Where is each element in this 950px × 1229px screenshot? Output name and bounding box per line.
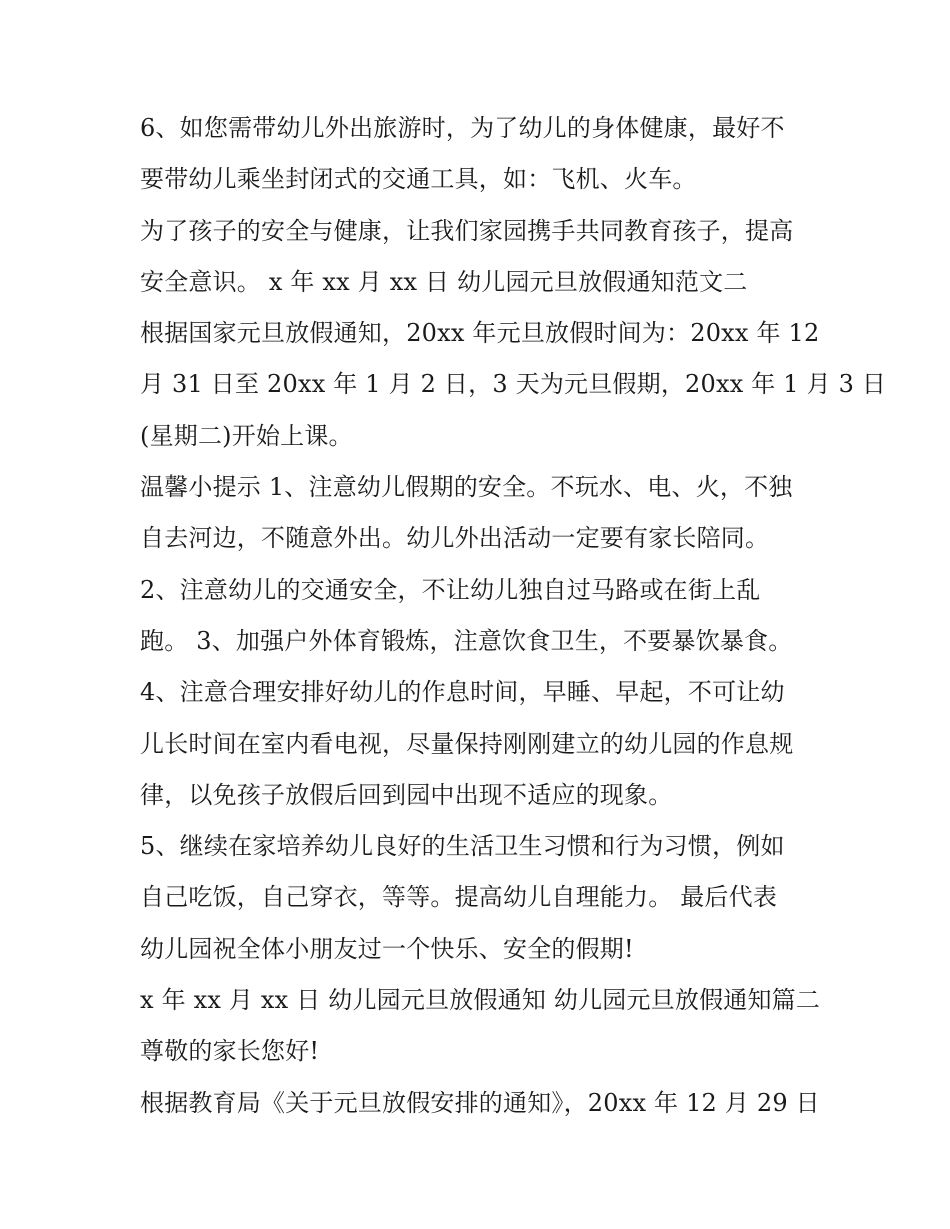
text-line: 儿长时间在室内看电视，尽量保持刚刚建立的幼儿园的作息规	[140, 729, 794, 758]
text-line: 律，以免孩子放假后回到园中出现不适应的现象。	[140, 780, 673, 809]
text-line: 尊敬的家长您好!	[140, 1037, 320, 1066]
text-line: 跑。 3、加强户外体育锻炼，注意饮食卫生，不要暴饮暴食。	[140, 626, 793, 655]
text-line: x 年 xx 月 xx 日 幼儿园元旦放假通知 幼儿园元旦放假通知篇二	[140, 986, 821, 1015]
text-line: 根据国家元旦放假通知，20xx 年元旦放假时间为：20xx 年 12	[140, 319, 820, 348]
text-line: 安全意识。 x 年 xx 月 xx 日 幼儿园元旦放假通知范文二	[140, 267, 748, 296]
text-line: 温馨小提示 1、注意幼儿假期的安全。不玩水、电、火，不独	[140, 473, 793, 502]
text-line: 6、如您需带幼儿外出旅游时，为了幼儿的身体健康，最好不	[140, 114, 785, 142]
text-line: 4、注意合理安排好幼儿的作息时间，早睡、早起，不可让幼	[140, 678, 785, 707]
text-line: (星期二)开始上课。	[140, 421, 353, 450]
text-line: 5、继续在家培养幼儿良好的生活卫生习惯和行为习惯，例如	[140, 832, 785, 861]
text-line: 幼儿园祝全体小朋友过一个快乐、安全的假期!	[140, 934, 634, 963]
text-line: 月 31 日至 20xx 年 1 月 2 日，3 天为元旦假期，20xx 年 1 月 3 日	[140, 370, 887, 399]
text-line: 自己吃饭，自己穿衣，等等。提高幼儿自理能力。 最后代表	[140, 883, 778, 912]
text-line: 2、注意幼儿的交通安全，不让幼儿独自过马路或在街上乱	[140, 575, 761, 604]
text-line: 自去河边，不随意外出。幼儿外出活动一定要有家长陪同。	[140, 524, 770, 553]
text-line: 要带幼儿乘坐封闭式的交通工具，如：飞机、火车。	[140, 165, 697, 194]
text-line: 为了孩子的安全与健康，让我们家园携手共同教育孩子，提高	[140, 216, 794, 245]
text-line: 根据教育局《关于元旦放假安排的通知》，20xx 年 12 月 29 日	[140, 1088, 820, 1117]
document-body	[140, 103, 887, 1129]
